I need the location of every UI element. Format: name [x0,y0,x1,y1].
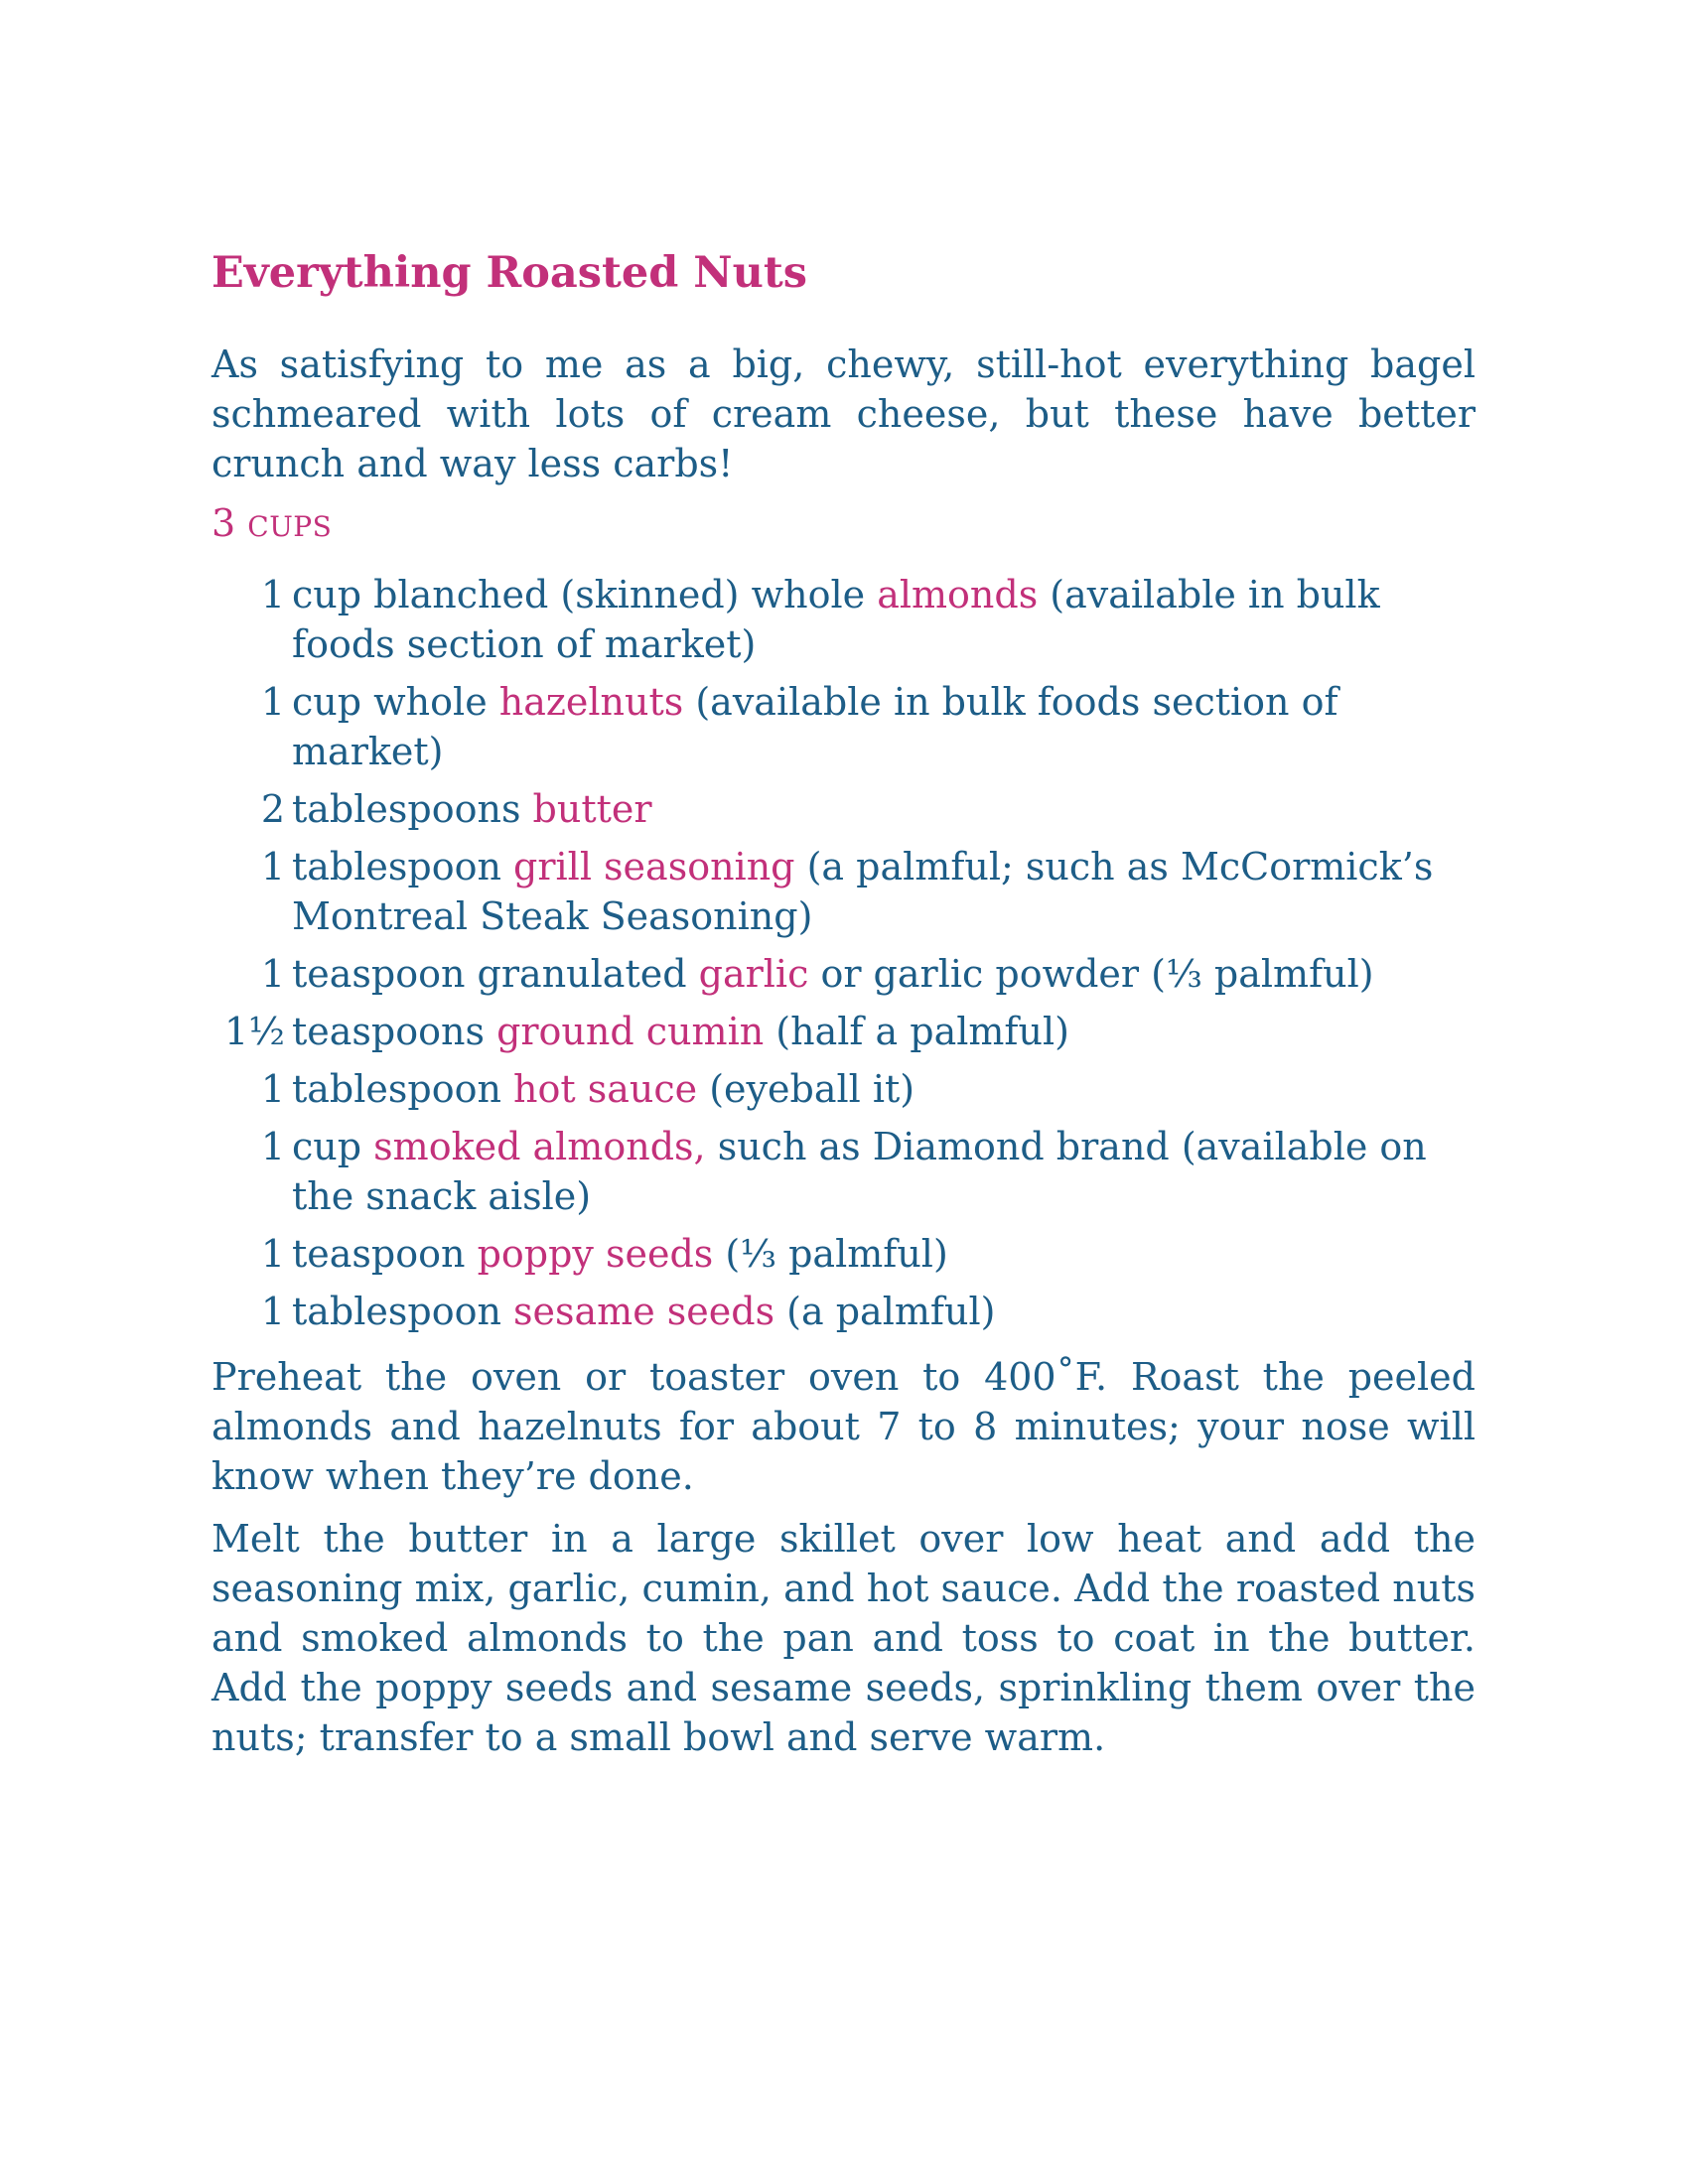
ingredient-item [211,1122,1476,1221]
ingredient-text [285,1229,1476,1279]
ingredient-text [285,570,1476,669]
ingredient-suffix: (available in bulk foods section of market) [292,573,1380,666]
recipe-title: Everything Roasted Nuts [211,248,807,298]
ingredient-item [211,1007,1476,1056]
ingredient-suffix: (eyeball it) [697,1067,915,1111]
ingredient-item [211,1287,1476,1336]
ingredient-prefix: teaspoon granulated [292,952,699,996]
recipe-page [211,243,1476,1762]
ingredient-quantity: 1 [260,1125,285,1168]
ingredient-text [285,677,1476,776]
ingredient-text [285,949,1476,999]
direction-step: Preheat the oven or toaster oven to 400˚F. Roast the peeled almonds and hazelnuts for about 7 to 8 minutes; your nose will know when they’re done. [211,1355,1476,1498]
ingredient-item [211,570,1476,669]
yield-amount: 3 [211,501,236,545]
ingredient-prefix: cup blanched (skinned) whole [292,573,878,616]
yield-unit: CUPS [247,510,333,543]
ingredient-key-term: garlic [698,952,809,996]
ingredient-item [211,949,1476,999]
ingredient-key-term: hazelnuts [498,680,684,724]
ingredient-suffix: (half a palmful) [764,1010,1069,1053]
ingredient-prefix: cup whole [292,680,499,724]
ingredient-list [211,570,1476,1336]
ingredient-quantity: 1 [260,680,285,724]
recipe-yield [211,498,1476,552]
ingredient-item [211,784,1476,834]
ingredient-key-term: grill seasoning [513,845,795,888]
ingredient-prefix: teaspoon [292,1232,478,1276]
ingredient-suffix: such as Diamond brand (available on the snack aisle) [292,1125,1427,1218]
ingredient-text [285,1122,1476,1221]
ingredient-suffix: (⅓ palmful) [713,1232,948,1276]
ingredient-item [211,842,1476,941]
ingredient-quantity: 1 [260,845,285,888]
ingredient-key-term: ground cumin [496,1010,765,1053]
ingredient-key-term: hot sauce [513,1067,698,1111]
ingredient-quantity: 1 [260,573,285,616]
ingredient-suffix: or garlic powder (⅓ palmful) [808,952,1374,996]
ingredient-text [285,784,1476,834]
ingredient-text [285,1007,1476,1056]
ingredient-quantity: 1 [260,1232,285,1276]
ingredient-prefix: tablespoon [292,1067,514,1111]
ingredient-suffix: (available in bulk foods section of market) [292,680,1338,773]
ingredient-suffix: (a palmful) [774,1290,996,1333]
direction-step: Melt the butter in a large skillet over low heat and add the seasoning mix, garlic, cumin, and hot sauce. Add the roasted nuts and smoked almonds to the pan and toss to coat in the butter. Add the poppy seeds and sesame seeds, sprinkling them over the nuts; transfer to a small bowl and serve warm. [211,1517,1476,1759]
ingredient-item [211,1064,1476,1114]
ingredient-item [211,677,1476,776]
ingredient-key-term: sesame seeds [513,1290,775,1333]
ingredient-prefix: tablespoons [292,787,533,831]
ingredient-key-term: smoked almonds, [373,1125,706,1168]
ingredient-quantity: 1 [260,1290,285,1333]
ingredient-quantity: 1 [260,1067,285,1111]
ingredient-quantity: 1½ [223,1010,285,1053]
ingredient-key-term: butter [532,787,652,831]
ingredient-text [285,842,1476,941]
ingredient-text [285,1064,1476,1114]
ingredient-prefix: tablespoon [292,845,514,888]
ingredient-quantity: 1 [260,952,285,996]
ingredient-text [285,1287,1476,1336]
ingredient-key-term: almonds [877,573,1039,616]
ingredient-prefix: cup [292,1125,374,1168]
ingredient-key-term: poppy seeds [477,1232,714,1276]
ingredient-suffix: (a palmful; such as McCormick’s Montreal Steak Seasoning) [292,845,1434,938]
ingredient-item [211,1229,1476,1279]
ingredient-prefix: teaspoons [292,1010,497,1053]
ingredient-prefix: tablespoon [292,1290,514,1333]
recipe-intro: As satisfying to me as a big, chewy, still-hot everything bagel schmeared with lots of cream cheese, but these have better crunch and way less carbs! [211,342,1476,485]
ingredient-quantity: 2 [260,787,285,831]
